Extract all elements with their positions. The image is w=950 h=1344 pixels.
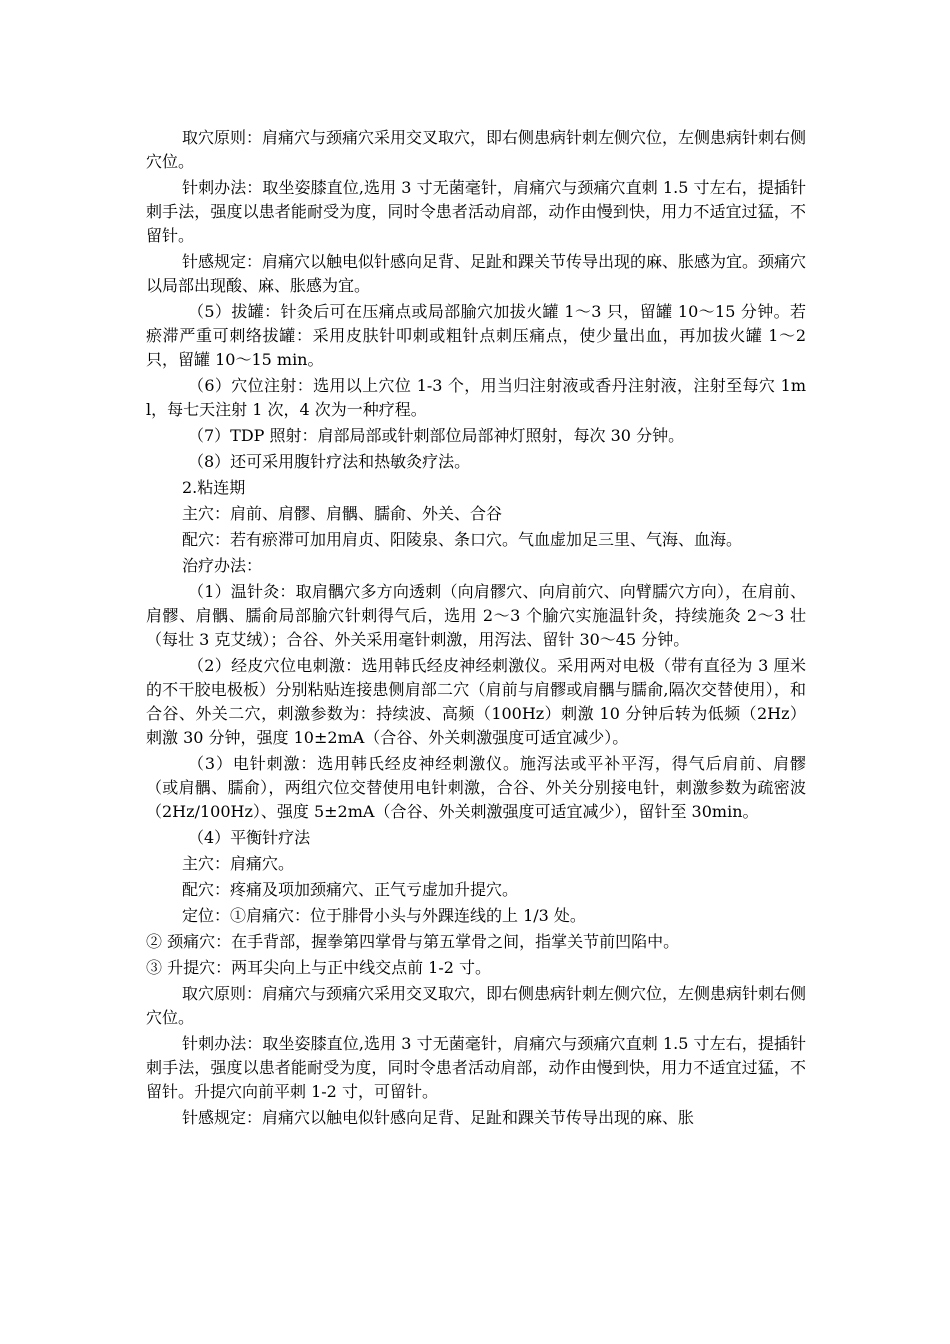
paragraph: 配穴：若有瘀滞可加用肩贞、阳陵泉、条口穴。气血虚加足三里、气海、血海。: [182, 530, 743, 549]
paragraph: （2）经皮穴位电刺激：选用韩氏经皮神经刺激仪。采用两对电极（带有直径为 3 厘米的不干胶电极板）分别粘贴连接患侧肩部二穴（肩前与肩髎或肩髃与臑俞,隔次交替使用），和合谷、外关二穴，刺激参数为：持续波、高频（100Hz）刺激 10 分钟后转为低频（2Hz）刺激 30 分钟，强度 10±2mA（合谷、外关刺激强度可适宜减少）。: [146, 656, 806, 747]
paragraph: 针感规定：肩痛穴以触电似针感向足背、足趾和踝关节传导出现的麻、胀感为宜。颈痛穴以局部出现酸、麻、胀感为宜。: [146, 252, 807, 295]
paragraph: 取穴原则：肩痛穴与颈痛穴采用交叉取穴，即右侧患病针刺左侧穴位，左侧患病针刺右侧穴位。: [146, 984, 807, 1027]
paragraph: 定位：①肩痛穴：位于腓骨小头与外踝连线的上 1/3 处。: [182, 906, 586, 925]
paragraph: （1）温针灸：取肩髃穴多方向透刺（向肩髎穴、向肩前穴、向臂臑穴方向），在肩前、肩髎、肩髃、臑俞局部腧穴针刺得气后，选用 2～3 个腧穴实施温针灸，持续施灸 2～3 壮（每壮 3 克艾绒）；合谷、外关采用毫针刺激，用泻法、留针 30～45 分钟。: [146, 582, 806, 649]
paragraph: （5）拔罐：针灸后可在压痛点或局部腧穴加拔火罐 1～3 只，留罐 10～15 分钟。若瘀滞严重可刺络拔罐：采用皮肤针叩刺或粗针点刺压痛点，使少量出血，再加拔火罐 1～2 只，留罐 10～15 min。: [146, 302, 806, 369]
paragraph: 主穴：肩痛穴。: [182, 854, 295, 873]
paragraph: 配穴：疼痛及项加颈痛穴、正气亏虚加升提穴。: [182, 880, 519, 899]
paragraph: （8）还可采用腹针疗法和热敏灸疗法。: [188, 452, 471, 471]
paragraph: 治疗办法：: [182, 556, 263, 575]
paragraph: 针刺办法：取坐姿膝直位,选用 3 寸无菌毫针，肩痛穴与颈痛穴直刺 1.5 寸左右，提插针刺手法，强度以患者能耐受为度，同时令患者活动肩部，动作由慢到快，用力不适宜过猛，不留针。升提穴向前平刺 1-2 寸，可留针。: [146, 1034, 806, 1101]
paragraph: （4）平衡针疗法: [188, 828, 311, 847]
paragraph: ③ 升提穴：两耳尖向上与正中线交点前 1-2 寸。: [146, 958, 492, 977]
section-heading: 2.粘连期: [182, 478, 246, 497]
paragraph: （7）TDP 照射：肩部局部或针刺部位局部神灯照射，每次 30 分钟。: [188, 426, 685, 445]
paragraph: ② 颈痛穴：在手背部，握拳第四掌骨与第五掌骨之间，指掌关节前凹陷中。: [146, 932, 680, 951]
paragraph: 取穴原则：肩痛穴与颈痛穴采用交叉取穴，即右侧患病针刺左侧穴位，左侧患病针刺右侧穴位。: [146, 128, 807, 171]
paragraph: （6）穴位注射：选用以上穴位 1-3 个，用当归注射液或香丹注射液，注射至每穴 1ml，每七天注射 1 次，4 次为一种疗程。: [146, 376, 806, 419]
paragraph: （3）电针刺激：选用韩氏经皮神经刺激仪。施泻法或平补平泻，得气后肩前、肩髎（或肩髃、臑俞），两组穴位交替使用电针刺激，合谷、外关分别接电针，刺激参数为疏密波（2Hz/100Hz）、强度 5±2mA（合谷、外关刺激强度可适宜减少），留针至 30min。: [146, 754, 806, 821]
document-body: [146, 126, 806, 1132]
paragraph: 主穴：肩前、肩髎、肩髃、臑俞、外关、合谷: [182, 504, 503, 523]
paragraph: 针感规定：肩痛穴以触电似针感向足背、足趾和踝关节传导出现的麻、胀: [182, 1108, 695, 1127]
paragraph: 针刺办法：取坐姿膝直位,选用 3 寸无菌毫针，肩痛穴与颈痛穴直刺 1.5 寸左右，提插针刺手法，强度以患者能耐受为度，同时令患者活动肩部，动作由慢到快，用力不适宜过猛，不留针。: [146, 178, 806, 245]
